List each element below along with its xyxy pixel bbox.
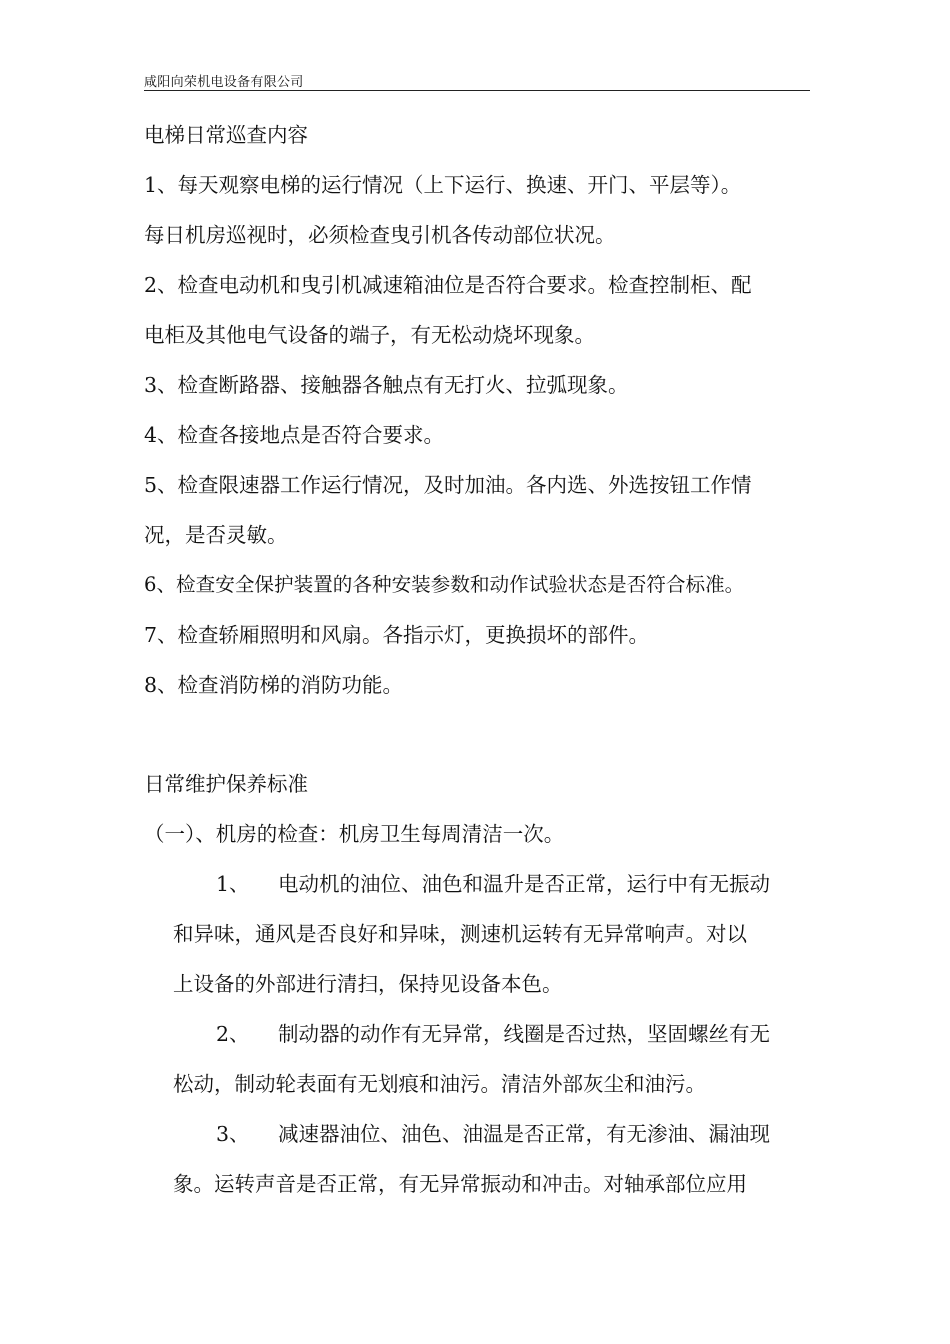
maintenance-subtitle: （一）、机房的检查：机房卫生每周清洁一次。 [144,822,565,846]
company-name: 咸阳向荣机电设备有限公司 [144,75,304,90]
inspection-line: 电柜及其他电气设备的端子，有无松动烧坏现象。 [144,323,595,347]
inspection-line: 况，是否灵敏。 [144,523,288,547]
maintenance-item-text: 减速器油位、油色、油温是否正常，有无渗油、漏油现 [278,1122,770,1146]
maintenance-item-text: 象。运转声音是否正常，有无异常振动和冲击。对轴承部位应用 [173,1172,747,1196]
maintenance-item-number: 2、 [216,1022,250,1046]
maintenance-item-text: 上设备的外部进行清扫，保持见设备本色。 [173,972,563,996]
maintenance-item-text: 松动，制动轮表面有无划痕和油污。清洁外部灰尘和油污。 [173,1072,706,1096]
inspection-line: 2、检查电动机和曳引机减速箱油位是否符合要求。检查控制柜、配 [144,273,752,297]
maintenance-item-text: 电动机的油位、油色和温升是否正常，运行中有无振动 [278,872,770,896]
inspection-line: 7、检查轿厢照明和风扇。各指示灯，更换损坏的部件。 [144,623,650,647]
section-title-maintenance-standard: 日常维护保养标准 [144,772,308,796]
inspection-line: 3、检查断路器、接触器各触点有无打火、拉弧现象。 [144,373,629,397]
maintenance-item-number: 3、 [216,1122,250,1146]
maintenance-item-text: 和异味，通风是否良好和异味，测速机运转有无异常响声。对以 [173,922,747,946]
inspection-line: 8、检查消防梯的消防功能。 [144,673,404,697]
inspection-line: 每日机房巡视时，必须检查曳引机各传动部位状况。 [144,223,616,247]
inspection-line: 4、检查各接地点是否符合要求。 [144,423,445,447]
maintenance-item-text: 制动器的动作有无异常，线圈是否过热，坚固螺丝有无 [278,1022,770,1046]
section-title-daily-inspection: 电梯日常巡查内容 [144,123,308,147]
inspection-line: 6、检查安全保护装置的各种安装参数和动作试验状态是否符合标准。 [144,573,745,596]
inspection-line: 1、每天观察电梯的运行情况（上下运行、换速、开门、平层等）。 [144,173,742,197]
inspection-line: 5、检查限速器工作运行情况，及时加油。各内选、外选按钮工作情 [144,473,752,497]
maintenance-item-number: 1、 [216,872,250,896]
page-header [144,68,810,91]
